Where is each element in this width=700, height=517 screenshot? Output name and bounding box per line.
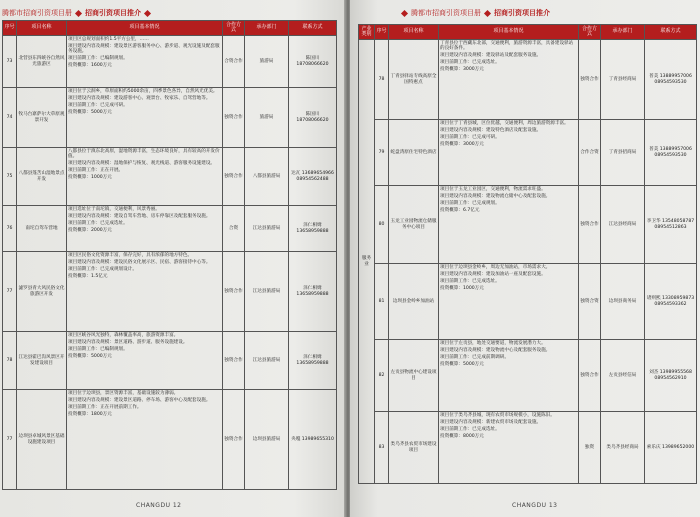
contact-info: 央嘎 13989655310 <box>289 390 337 490</box>
description-line: 投资概算：3000万元 <box>440 141 484 147</box>
row-number: 82 <box>375 340 389 412</box>
description-line: 丁青县位于西藏东北部，交通便利，旅游资源丰富，具备建设驿站的良好条件。 <box>440 41 574 52</box>
project-name: 八都县蓬苦山湿地景点开发 <box>17 148 67 206</box>
description-line: 项目前期工作：已编制规划。 <box>68 346 128 352</box>
contact-info: 诸则熙 13308959873 08954593362 <box>645 264 697 340</box>
description-line: 项目建设内容及规模：建设民俗文化展示区、民宿、游客接待中心等。 <box>68 259 211 265</box>
cooperation-mode: 独资合作 <box>579 40 601 120</box>
project-description <box>439 340 579 412</box>
description-line: 项目位于云洞乡，草原面积约5000余亩，四季景色各异，自然风光优美。 <box>68 89 218 94</box>
description-line: 投资概算：5000万元 <box>68 109 112 115</box>
host-department: 八都县旅游局 <box>245 148 289 206</box>
row-number: 73 <box>3 36 17 88</box>
description-line: 项目建设内容及规模：建设游客中心、观景台、牧家乐、自驾营地等。 <box>68 95 211 101</box>
description-line: 项目建设内容及规模：新建农贸市场及配套设施。 <box>440 419 542 425</box>
project-name: 边坝县卓城风景区基础设施建设项目 <box>17 390 67 490</box>
host-department: 边坝县旅游局 <box>245 390 289 490</box>
host-department: 江达县旅游局 <box>245 252 289 332</box>
description-line: 投资概算：1800万元 <box>68 411 112 417</box>
description-line: 项目建设内容及规模：建设自驾车营地、房车停靠区及配套服务设施。 <box>68 213 211 219</box>
table-row <box>3 332 337 390</box>
project-name: 江达县霍巴沟风景区开发建设项目 <box>17 332 67 390</box>
description-line: 项目前期工作：已完成选址。 <box>440 60 500 66</box>
row-number: 77 <box>3 252 17 332</box>
host-department: 江达县经商局 <box>601 186 645 264</box>
project-name: 滤罗县青大风民俗文化旅游区开发 <box>17 252 67 332</box>
description-line: 投资概算：2000万元 <box>68 227 112 233</box>
project-description <box>67 148 223 206</box>
diamond-icon <box>401 9 408 16</box>
row-number: 76 <box>3 206 17 252</box>
column-header: 序号 <box>375 25 389 40</box>
host-department: 江达县旅游局 <box>245 206 289 252</box>
left-project-table <box>2 20 337 490</box>
host-department: 旅游局 <box>245 88 289 148</box>
description-line: 项目位于边坝县，景区资源丰富，基础设施较为薄弱。 <box>68 391 179 396</box>
column-header: 联系方式 <box>289 21 337 36</box>
contact-info: 刘杰 13989955568 08954562910 <box>645 340 697 412</box>
cooperation-mode: 独资合作 <box>579 186 601 264</box>
column-header: 产业类别 <box>359 25 375 40</box>
cooperation-mode: 独资合作 <box>223 332 245 390</box>
cooperation-mode: 独资合作 <box>223 88 245 148</box>
description-line: 投资概算：1000万元 <box>68 175 112 181</box>
row-number: 78 <box>375 40 389 120</box>
row-number: 79 <box>375 120 389 186</box>
description-line: 投资概算：5000万元 <box>440 361 484 367</box>
project-description <box>67 390 223 490</box>
column-header: 项目名称 <box>17 21 67 36</box>
contact-info: 泽仁相姆 13658959888 <box>289 252 337 332</box>
project-description <box>439 40 579 120</box>
description-line: 项目前期工作：已完成选址。 <box>440 426 500 432</box>
description-line: 项目前期工作：已完成规划设计。 <box>68 266 137 272</box>
project-name: 丁青县驿站专线高原全国特惠点 <box>389 40 439 120</box>
description-line: 项目位于玉龙工业园区，交通便利，物流需求旺盛。 <box>440 187 546 192</box>
contact-info: 普美 13889957006 08954593530 <box>645 40 697 120</box>
contact-info: 普美 13889957006 08954593530 <box>645 120 697 186</box>
diamond-icon <box>144 9 151 16</box>
column-header: 合作方式 <box>579 25 601 40</box>
description-line: 项目区峡谷风光独特，森林覆盖率高，旅游资源丰富。 <box>68 333 179 338</box>
column-header: 序号 <box>3 21 17 36</box>
contact-info: 陈国川 18708066620 <box>289 88 337 148</box>
cooperation-mode: 独资合作 <box>223 252 245 332</box>
cooperation-mode: 独资合资 <box>579 264 601 340</box>
host-department: 左贡县经信局 <box>601 340 645 412</box>
project-name: 南坨自驾车营地 <box>17 206 67 252</box>
industry-category: 服务业 <box>359 40 375 484</box>
description-line: 投资概算：1600万元 <box>68 63 112 69</box>
table-row <box>3 252 337 332</box>
project-description <box>67 36 223 88</box>
table-row <box>359 120 697 186</box>
description-line: 项目前期工作：已编制规划。 <box>68 56 128 62</box>
description-line: 项目建设内容及规模：建设驿站及配套服务设施。 <box>440 53 542 59</box>
row-number: 81 <box>375 264 389 340</box>
description-line: 项目选址位于南坨镇，交通便利，风景秀丽。 <box>68 207 160 212</box>
table-row <box>3 148 337 206</box>
table-row <box>359 264 697 340</box>
contact-info: 达瓦 13689654966 08954562488 <box>289 148 337 206</box>
project-name: 边坝县金岭乡加油站 <box>389 264 439 340</box>
row-number: 78 <box>3 332 17 390</box>
diamond-icon <box>484 9 491 16</box>
description-line: 项目前期工作：已完成前期调研。 <box>440 354 509 360</box>
description-line: 八都县位于滇东北高原，湿地资源丰富，生态环境良好，具有较高的开发价值。 <box>68 149 220 160</box>
cooperation-mode: 独资合作 <box>223 390 245 490</box>
description-line: 项目前期工作：已完成规划。 <box>440 200 500 206</box>
description-line: 项目前期工作：已完成可研。 <box>68 102 128 108</box>
column-header: 承办部门 <box>245 21 289 36</box>
left-page <box>0 0 346 517</box>
description-line: 投资概算：6.7亿元 <box>440 207 480 213</box>
project-description <box>67 252 223 332</box>
column-header: 合作方式 <box>223 21 245 36</box>
project-description <box>67 206 223 252</box>
row-number: 80 <box>375 186 389 264</box>
description-line: 投资概算：1000万元 <box>440 285 484 291</box>
project-description <box>439 264 579 340</box>
contact-info: 泽仁相姆 13658959888 <box>289 332 337 390</box>
description-line: 项目建设内容及规模：景区道路、游步道、服务设施建设。 <box>68 339 188 345</box>
row-number: 77 <box>3 390 17 490</box>
description-line: 项目建设内容及规模：建设特色酒店及配套设施。 <box>440 127 542 133</box>
diamond-icon <box>75 9 82 16</box>
cooperation-mode: 独资合作 <box>579 340 601 412</box>
description-line: 投资概算：3000万元 <box>440 67 484 73</box>
host-department: 边坝县商务局 <box>601 264 645 340</box>
description-line: 项目前期工作：已完成选址。 <box>68 220 128 226</box>
table-row <box>359 340 697 412</box>
booklet-title: 腾都市招商引资项目册 <box>2 9 72 17</box>
description-line: 项目前期工作：已完成可研。 <box>440 134 500 140</box>
cooperation-mode: 独资合作 <box>223 148 245 206</box>
description-line: 投资概算：1.5亿元 <box>68 273 108 279</box>
host-department: 江达县旅游局 <box>245 332 289 390</box>
project-description <box>67 88 223 148</box>
host-department: 旅游局 <box>245 36 289 88</box>
contact-info: 索乐庆 13989652000 <box>645 412 697 484</box>
description-line: 投资概算：8000万元 <box>440 433 484 439</box>
description-line: 项目区总规划面积约1.5平方公里，…… <box>68 37 149 42</box>
description-line: 项目建设内容及规模：湿地保护与恢复、观光栈道、游客服务设施建设。 <box>68 161 216 167</box>
description-line: 项目前期工作：已完成选址。 <box>440 278 500 284</box>
cooperation-mode: 独资 <box>579 412 601 484</box>
project-name: 牧马台寨萨尔大草原观景开发 <box>17 88 67 148</box>
project-name: 蛇盘湾原住宅特色酒店 <box>389 120 439 186</box>
contact-info: 泽仁相姆 13658959888 <box>289 206 337 252</box>
description-line: 项目建设内容及规模：建设景区游客服务中心、游步道、观光设施及配套服务设施。 <box>68 43 220 55</box>
section-title: 招商引资项目推介 <box>494 9 550 17</box>
description-line: 项目前期工作：正在开展前期工作。 <box>68 404 142 410</box>
table-row <box>3 36 337 88</box>
section-title: 招商引资项目推介 <box>85 9 141 17</box>
description-line: 投资概算：5000万元 <box>68 353 112 359</box>
project-name: 玉龙工业园物流仓储服务中心项目 <box>389 186 439 264</box>
description-line: 项目建设内容及规模：建设物流仓储中心及配套设施。 <box>440 193 551 199</box>
description-line: 项目建设内容及规模：建设景区道路、停车场、游客中心及配套设施。 <box>68 397 211 403</box>
project-name: 类乌齐县农贸市场建设项目 <box>389 412 439 484</box>
description-line: 项目区民俗文化资源丰富，保存完好，具有浓郁的地方特色。 <box>68 253 193 258</box>
table-row <box>3 206 337 252</box>
description-line: 项目位于边坝县金岭乡，周边无加油站，市场需求大。 <box>440 265 551 270</box>
table-row <box>3 88 337 148</box>
host-department: 丁青县招商局 <box>601 120 645 186</box>
page-number: CHANGDU 12 <box>136 502 182 509</box>
description-line: 项目前期工作：正在开展。 <box>68 168 124 174</box>
right-page <box>350 0 700 517</box>
page-number: CHANGDU 13 <box>512 502 558 509</box>
column-header: 项目基本情况 <box>67 21 223 36</box>
cooperation-mode: 合资 <box>223 206 245 252</box>
table-header-row <box>359 25 697 40</box>
column-header: 承办部门 <box>601 25 645 40</box>
project-description <box>439 412 579 484</box>
column-header: 项目基本情况 <box>439 25 579 40</box>
column-header: 项目名称 <box>389 25 439 40</box>
right-project-table <box>358 24 697 484</box>
table-row <box>3 390 337 490</box>
right-page-header <box>398 6 550 20</box>
description-line: 项目建设内容及规模：建设物流中心及配套服务设施。 <box>440 347 551 353</box>
column-header: 联系方式 <box>645 25 697 40</box>
contact-info: 陈国川 18708066620 <box>289 36 337 88</box>
description-line: 项目位于类乌齐县城，现有农贸市场规模小，设施陈旧。 <box>440 413 555 418</box>
cooperation-mode: 合资合作 <box>223 36 245 88</box>
description-line: 项目建设内容及规模：建设加油站一座及配套设施。 <box>440 271 546 277</box>
row-number: 75 <box>3 148 17 206</box>
cooperation-mode: 合作合资 <box>579 120 601 186</box>
table-header-row <box>3 21 337 36</box>
project-name: 北营县东四峡谷自然风光旅游区 <box>17 36 67 88</box>
project-description <box>439 186 579 264</box>
table-row <box>359 186 697 264</box>
host-department: 丁青县经商局 <box>601 40 645 120</box>
project-name: 左贡县物流中心建设项目 <box>389 340 439 412</box>
description-line: 项目位于丁青县城，区位优越，交通便利，周边旅游资源丰富。 <box>440 121 569 126</box>
project-description <box>439 120 579 186</box>
host-department: 类乌齐县经商局 <box>601 412 645 484</box>
contact-info: 李卫华 13548058787 08954512863 <box>645 186 697 264</box>
booklet-title: 腾都市招商引资项目册 <box>411 9 481 17</box>
row-number: 83 <box>375 412 389 484</box>
row-number: 74 <box>3 88 17 148</box>
description-line: 项目位于左贡县，地处交通要道，物流发展潜力大。 <box>440 341 546 346</box>
table-row <box>359 40 697 120</box>
project-description <box>67 332 223 390</box>
table-row <box>359 412 697 484</box>
left-page-header <box>2 6 154 20</box>
